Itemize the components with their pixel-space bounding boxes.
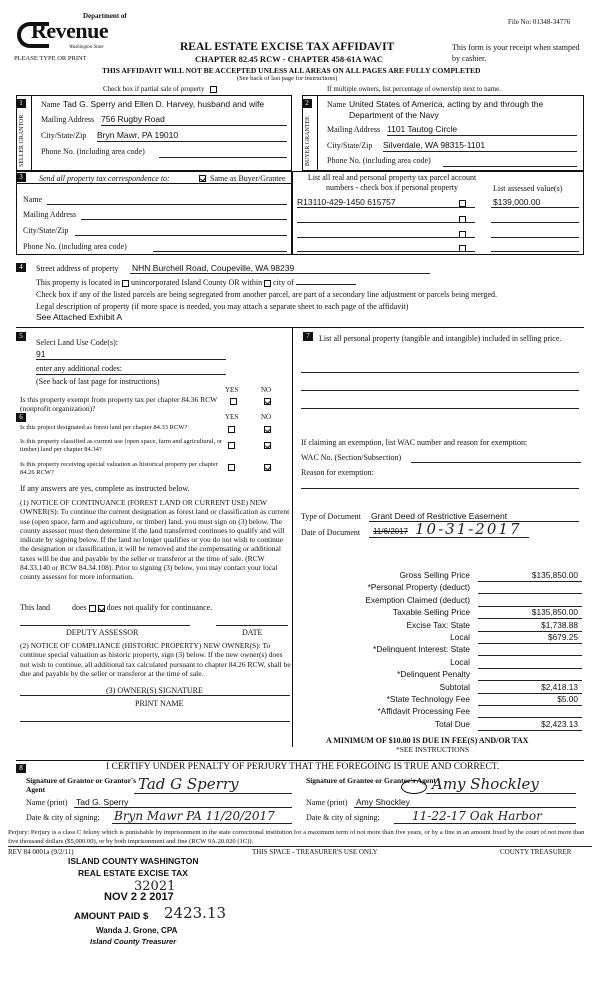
date-label: DATE <box>242 628 263 637</box>
current-use-no-checkbox[interactable] <box>264 442 271 449</box>
stamp-county: ISLAND COUNTY WASHINGTON <box>68 856 199 866</box>
buyer-phone-label: Phone No. (including area code) <box>327 156 431 165</box>
section-4-property <box>16 259 584 325</box>
corr-phone-label: Phone No. (including area code) <box>23 242 127 251</box>
forest-yes-checkbox[interactable] <box>228 426 235 433</box>
seller-phone-label: Phone No. (including area code) <box>41 147 145 156</box>
treasurer-stamp <box>50 856 250 966</box>
seller-side-label: SELLER GRANTOR <box>19 114 25 168</box>
tax-row-label: Taxable Selling Price <box>392 607 470 618</box>
additional-codes-label: enter any additional codes: <box>36 364 122 373</box>
corr-name-label: Name <box>23 195 43 204</box>
tax-row <box>300 669 582 681</box>
tax-row <box>300 582 582 594</box>
seller-name[interactable]: Tad G. Sperry and Ellen D. Harvey, husband and wife <box>63 99 265 109</box>
stamp-receipt-number: 32021 <box>134 879 176 894</box>
see-back-note: (See back of last page for instructions) <box>237 75 338 82</box>
form-revision: REV 84 0001a (9/2/11) <box>8 848 74 856</box>
tax-row <box>300 706 582 718</box>
stamp-treasurer-name: Wanda J. Grone, CPA <box>96 926 178 935</box>
stamp-date: NOV 2 2 2017 <box>104 891 174 903</box>
minimum-note: A MINIMUM OF $10.00 IS DUE IN FEE(S) AND/OR TAX <box>326 736 529 745</box>
grantor-print-label: Name (print) <box>26 798 68 807</box>
doc-date-handwritten[interactable]: 10-31-2017 <box>415 520 522 538</box>
receipt-note: This form is your receipt when stamped by cashier. <box>452 43 580 63</box>
tax-row-value[interactable]: $5.00 <box>557 693 578 704</box>
tax-row <box>300 570 582 582</box>
form-title: REAL ESTATE EXCISE TAX AFFIDAVIT <box>180 41 395 53</box>
grantor-date-label: Date & city of signing: <box>26 813 100 822</box>
stamp-amount: 2423.13 <box>164 904 227 922</box>
no-header-6: NO <box>261 413 272 421</box>
buyer-mailing-address[interactable]: 1101 Tautog Circle <box>387 124 458 134</box>
unincorporated-label: unincorporated Island County OR within <box>130 278 263 287</box>
does-not-label: does not qualify for continuance. <box>106 603 213 612</box>
current-use-question: Is this property classified as current use (open space, farm and agricultural, or timber) land per chapter 84.34? <box>20 438 223 453</box>
if-yes-note: If any answers are yes, complete as instructed below. <box>20 484 190 493</box>
warning-banner: THIS AFFIDAVIT WILL NOT BE ACCEPTED UNLESS ALL AREAS ON ALL PAGES ARE FULLY COMPLETED <box>102 66 481 75</box>
tax-row <box>300 694 582 706</box>
seller-name-label: Name <box>41 100 61 109</box>
land-use-label: Select Land Use Code(s): <box>36 338 118 347</box>
partial-sale-label: Check box if partial sale of property <box>103 85 205 93</box>
assessed-header: List assessed value(s) <box>493 184 563 193</box>
owner-signature-label: (3) OWNER(S) SIGNATURE <box>106 686 203 695</box>
wac-label: WAC No. (Section/Subsection) <box>301 453 402 462</box>
tax-row-label: Local <box>450 656 470 667</box>
tax-row <box>300 620 582 632</box>
land-use-code[interactable]: 91 <box>36 349 46 359</box>
doc-type[interactable]: Grant Deed of Restrictive Easement <box>371 511 508 521</box>
agent-circle <box>401 780 427 794</box>
section-1-seller <box>16 95 292 171</box>
file-number: File No: 01348-34776 <box>508 18 571 26</box>
same-as-buyer-checkbox[interactable] <box>199 175 206 182</box>
grantee-signature[interactable]: Amy Shockley <box>432 775 539 793</box>
tax-row-label: Exemption Claimed (deduct) <box>365 594 470 605</box>
this-land-label: This land <box>20 603 50 612</box>
form-subtitle: CHAPTER 82.45 RCW - CHAPTER 458-61A WAC <box>195 54 383 64</box>
print-name-label: PRINT NAME <box>135 699 184 708</box>
corr-mail-label: Mailing Address <box>23 210 77 219</box>
tax-row-label: Gross Selling Price <box>399 570 470 580</box>
tax-row <box>300 595 582 607</box>
tax-row-label: Total Due <box>434 718 470 729</box>
tax-row-label: *Affidavit Processing Fee <box>377 706 470 717</box>
personal-property-label: List all personal property (tangible and intangible) included in selling price. <box>319 334 562 343</box>
notice-continuance: (1) NOTICE OF CONTINUANCE (FOREST LAND OR CURRENT USE) NEW OWNER(S): To continue the current designation as forest land or classification as current use (open space, farm and agriculture, or timber) land, you must sign on (3) below. The county assessor must then determine if the land transferred continues to qualify and will indicate by signing below. If the land no longer qualifies or you do not wish to continue the designation or classification, it will be removed and the compensating or additional taxes will be due and payable by the seller or transferor at the time of sale. (RCW 84.33.140 or RCW 84.34.108). Prior to signing (3) below, you may contact your local county assessor for more information. <box>20 498 290 582</box>
section-4-number: 4 <box>16 263 26 272</box>
notice-compliance: (2) NOTICE OF COMPLIANCE (HISTORIC PROPERTY) NEW OWNER(S): To continue special valuation as historic property, sign (3) below. If the new owner(s) does not wish to continue, all additional tax calculated pursuant to chapter 84.26 RCW, shall be due and payable by the seller or transferor at the time of sale. <box>20 641 291 678</box>
section-1-number: 1 <box>16 99 26 108</box>
section-6-number: 6 <box>16 413 26 422</box>
see-instructions-note: *SEE INSTRUCTIONS <box>396 745 470 754</box>
assessed-value[interactable]: $139,000.00 <box>493 197 541 207</box>
grantee-date-label: Date & city of signing: <box>306 813 380 822</box>
stamp-excise-tax: REAL ESTATE EXCISE TAX <box>78 868 188 878</box>
grantor-printed-name[interactable]: Tad G. Sperry <box>76 797 129 807</box>
seller-mail-label: Mailing Address <box>41 115 95 124</box>
parcel-number[interactable]: R13110-429-1450 615757 <box>297 197 396 207</box>
send-label: Send all property tax correspondence to: <box>39 174 170 183</box>
within-city-checkbox[interactable] <box>264 280 271 287</box>
county-treasurer-label: COUNTY TREASURER <box>500 848 572 856</box>
grantee-printed-name[interactable]: Amy Shockley <box>356 797 410 807</box>
city-of-label: city of <box>273 278 294 287</box>
tax-row <box>300 644 582 656</box>
legal-description[interactable]: See Attached Exhibit A <box>36 312 123 322</box>
tax-row-value[interactable]: $679.25 <box>548 631 578 642</box>
dept-small: Washington State <box>69 45 104 50</box>
segregated-row <box>36 290 497 300</box>
seller-city-label: City/State/Zip <box>41 131 87 140</box>
tax-row-label: *Personal Property (deduct) <box>367 582 470 593</box>
grantor-date-city[interactable]: Bryn Mawr PA 11/20/2017 <box>114 809 275 823</box>
exemption-label: If claiming an exemption, list WAC number and reason for exemption: <box>301 438 528 447</box>
does-qualify-checkbox[interactable] <box>89 605 96 612</box>
tax-row-label: Subtotal <box>439 681 470 692</box>
tax-row <box>300 607 582 619</box>
tax-calculation <box>300 570 582 754</box>
section-6-designation <box>16 411 292 711</box>
grantee-date-city[interactable]: 11-22-17 Oak Harbor <box>412 809 542 823</box>
exempt-no-checkbox[interactable] <box>264 398 271 405</box>
tax-row-label: Local <box>450 631 470 642</box>
section-8-number: 8 <box>16 764 26 773</box>
parcel-list-box <box>292 171 584 255</box>
yes-header-5: YES <box>225 386 239 394</box>
historic-no-checkbox[interactable] <box>264 464 271 471</box>
perjury-note: Perjury: Perjury is a class C felony which is punishable by imprisonment in the state correctional institution for a maximum term of not more than five years, or by a fine in an amount fixed by the court of not more than five thousand dollars ($5,000.00), or by both imprisonment and fine (RCW 9A.20.020 (1C)). <box>8 829 585 845</box>
location-row <box>36 278 356 288</box>
segregated-text: Check box if any of the listed parcels are being segregated from another parcel, are part of a secondary line adjustment or parcels being merged. <box>36 290 497 299</box>
forest-no-checkbox[interactable] <box>264 426 271 433</box>
reason-label: Reason for exemption: <box>301 468 374 477</box>
tax-row-value[interactable]: $2,423.13 <box>541 718 578 729</box>
print-note: PLEASE TYPE OR PRINT <box>14 55 87 62</box>
stamp-amount-label: AMOUNT PAID $ <box>74 911 149 922</box>
historic-question: Is this property receiving special valuation as historical property per chapter 84.26 RCW? <box>20 461 218 476</box>
legal-desc-label: Legal description of property (if more space is needed, you may attach a separate sheet to each page of the affidavit) <box>36 302 409 311</box>
partial-sale-row <box>103 85 217 93</box>
no-header-5: NO <box>261 386 272 394</box>
send-correspondence-bar <box>17 172 291 184</box>
current-use-yes-checkbox[interactable] <box>228 442 235 449</box>
grantee-print-label: Name (print) <box>306 798 348 807</box>
buyer-city-state-zip[interactable]: Silverdale, WA 98315-1101 <box>383 140 486 150</box>
tax-row <box>300 657 582 669</box>
grantor-signature[interactable]: Tad G Sperry <box>138 775 239 793</box>
partial-sale-checkbox[interactable] <box>210 86 217 93</box>
deputy-assessor-label: DEPUTY ASSESSOR <box>66 628 139 637</box>
buyer-side-label: BUYER GRANTEE <box>305 116 311 166</box>
buyer-city-label: City/State/Zip <box>327 141 373 150</box>
doc-date-struck: 11/6/2017 <box>373 527 408 536</box>
section-3-number: 3 <box>16 173 26 182</box>
continuance-row <box>20 603 212 613</box>
treasurer-space-label: THIS SPACE - TREASURER'S USE ONLY <box>252 848 378 856</box>
street-address[interactable]: NHN Burchell Road, Coupeville, WA 98239 <box>132 263 295 273</box>
tax-row-value[interactable]: $135,850.00 <box>531 570 578 580</box>
grantee-sig-label: Signature of Grantee or Grantee's Agent <box>306 776 436 785</box>
exempt-question: Is this property exempt from property tax per chapter 84.36 RCW (nonprofit organization)? <box>20 395 218 413</box>
does-not-qualify-checkbox[interactable] <box>98 605 105 612</box>
tax-row <box>300 719 582 731</box>
buyer-mail-label: Mailing Address <box>327 125 381 134</box>
tax-row <box>300 632 582 644</box>
tax-row-label: *Delinquent Penalty <box>397 669 470 680</box>
tax-row-label: *State Technology Fee <box>386 693 470 704</box>
unincorporated-checkbox[interactable] <box>122 280 129 287</box>
dor-logo <box>17 12 127 54</box>
doc-date-label: Date of Document <box>301 528 361 537</box>
tax-row-value[interactable]: $135,850.00 <box>531 607 578 618</box>
section-8-certification <box>16 760 584 828</box>
buyer-name[interactable]: United States of America, acting by and through the Department of the Navy <box>349 99 544 120</box>
same-as-buyer-label: Same as Buyer/Grantee <box>210 174 286 183</box>
tax-row-value[interactable]: $2,418.13 <box>541 681 578 692</box>
section-7-number: 7 <box>303 332 313 341</box>
does-label: does <box>72 603 87 612</box>
location-text: This property is located in <box>36 278 120 287</box>
section-2-number: 2 <box>302 99 312 108</box>
section-3-correspondence <box>16 171 292 255</box>
seller-mailing-address[interactable]: 756 Rugby Road <box>101 114 165 124</box>
multiple-owners-note: If multiple owners, list percentage of ownership next to name. <box>327 85 501 93</box>
section-5-number: 5 <box>16 332 26 341</box>
parcel-header: List all real and personal property tax parcel account numbers - check box if personal property <box>307 173 477 192</box>
tax-row-label: *Delinquent Interest: State <box>373 644 470 655</box>
section-2-buyer <box>302 95 584 171</box>
see-back-5: (See back of last page for instructions) <box>36 377 160 386</box>
certify-statement: I CERTIFY UNDER PENALTY OF PERJURY THAT THE FOREGOING IS TRUE AND CORRECT. <box>106 762 500 772</box>
section-5-land-use <box>16 327 292 411</box>
tax-row-label: Excise Tax: State <box>406 619 470 630</box>
seller-city-state-zip[interactable]: Bryn Mawr, PA 19010 <box>97 130 179 140</box>
tax-row <box>300 682 582 694</box>
doc-type-label: Type of Document <box>301 512 361 521</box>
street-label: Street address of property <box>36 264 119 273</box>
dept-big: Revenue <box>31 18 109 43</box>
stamp-treasurer-title: Island County Treasurer <box>90 937 177 946</box>
buyer-name-label: Name <box>327 100 347 109</box>
corr-city-label: City/State/Zip <box>23 226 69 235</box>
grantor-sig-label: Signature of Grantor or Grantor's Agent <box>26 776 136 794</box>
forest-question: Is this project designated as forest land per chapter 84.33 RCW? <box>20 424 188 431</box>
tax-row-value[interactable]: $1,738.88 <box>541 619 578 630</box>
dept-line1: Department of <box>83 12 127 20</box>
exempt-yes-checkbox[interactable] <box>230 398 237 405</box>
yes-header-6: YES <box>225 413 239 421</box>
parcel-1-personal-checkbox[interactable] <box>459 200 466 207</box>
historic-yes-checkbox[interactable] <box>228 464 235 471</box>
